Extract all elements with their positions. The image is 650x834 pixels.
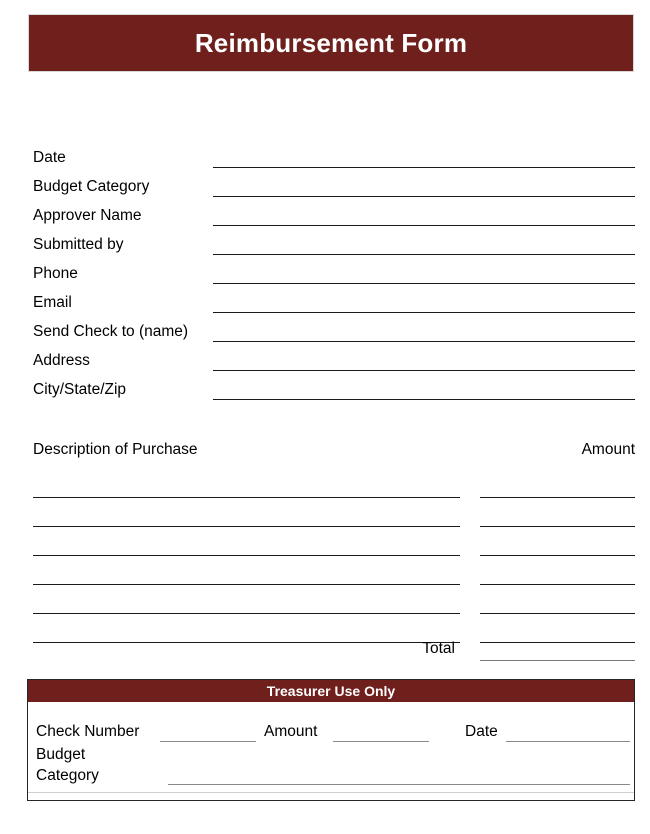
table-row [0, 542, 650, 571]
field-row-address [0, 351, 650, 380]
purchase-description-input-2[interactable] [33, 526, 460, 527]
column-header-amount: Amount [581, 441, 635, 458]
treasurer-budget-category-input[interactable] [168, 784, 630, 785]
purchase-description-input-5[interactable] [33, 613, 460, 614]
form-title-banner [28, 14, 634, 72]
purchase-description-input-4[interactable] [33, 584, 460, 585]
field-row-date [0, 148, 650, 177]
treasurer-budget-category-label-line2: Category [36, 766, 99, 784]
treasurer-date-label: Date [465, 723, 498, 740]
purchase-table-header [0, 440, 650, 464]
field-input-date[interactable] [213, 167, 635, 168]
field-input-email[interactable] [213, 312, 635, 313]
field-row-submitted-by [0, 235, 650, 264]
treasurer-check-row [28, 722, 634, 746]
field-row-phone [0, 264, 650, 293]
info-fields-section [0, 148, 650, 409]
treasurer-section-banner [28, 680, 634, 702]
treasurer-fields [28, 702, 634, 798]
field-row-email [0, 293, 650, 322]
total-row [0, 639, 650, 665]
field-input-phone[interactable] [213, 283, 635, 284]
field-input-city-state-zip[interactable] [213, 399, 635, 400]
purchase-amount-input-5[interactable] [480, 613, 635, 614]
treasurer-section-title: Treasurer Use Only [266, 683, 396, 699]
purchase-amount-input-2[interactable] [480, 526, 635, 527]
field-label-email: Email [33, 294, 72, 311]
total-label: Total [422, 640, 455, 657]
field-label-submitted-by: Submitted by [33, 236, 124, 253]
field-row-budget-category [0, 177, 650, 206]
field-label-phone: Phone [33, 265, 78, 282]
page-title: Reimbursement Form [194, 28, 468, 58]
total-amount-input[interactable] [480, 660, 635, 661]
field-label-date: Date [33, 149, 66, 166]
treasurer-amount-input[interactable] [333, 741, 429, 742]
treasurer-check-number-label: Check Number [36, 723, 140, 740]
purchase-amount-input-3[interactable] [480, 555, 635, 556]
treasurer-budget-category-label-line1: Budget [36, 746, 86, 763]
field-label-approver-name: Approver Name [33, 207, 142, 224]
table-row [0, 484, 650, 513]
table-row [0, 571, 650, 600]
treasurer-bottom-divider [28, 792, 634, 793]
field-label-city-state-zip: City/State/Zip [33, 381, 127, 398]
field-row-approver-name [0, 206, 650, 235]
field-row-city-state-zip [0, 380, 650, 409]
treasurer-use-only-section [27, 679, 635, 801]
field-label-send-check-to: Send Check to (name) [33, 323, 189, 340]
field-input-approver-name[interactable] [213, 225, 635, 226]
field-input-address[interactable] [213, 370, 635, 371]
field-input-send-check-to[interactable] [213, 341, 635, 342]
purchase-description-input-1[interactable] [33, 497, 460, 498]
purchase-description-input-3[interactable] [33, 555, 460, 556]
treasurer-budget-category-label [36, 745, 99, 786]
table-row [0, 513, 650, 542]
purchase-amount-input-1[interactable] [480, 497, 635, 498]
purchase-table-rows [0, 484, 650, 658]
field-label-budget-category: Budget Category [33, 178, 150, 195]
treasurer-check-number-input[interactable] [160, 741, 256, 742]
field-label-address: Address [33, 352, 90, 369]
field-input-submitted-by[interactable] [213, 254, 635, 255]
table-row [0, 600, 650, 629]
column-header-description: Description of Purchase [33, 441, 198, 458]
field-input-budget-category[interactable] [213, 196, 635, 197]
field-row-send-check-to [0, 322, 650, 351]
treasurer-amount-label: Amount [264, 723, 318, 740]
treasurer-date-input[interactable] [506, 741, 630, 742]
purchase-amount-input-4[interactable] [480, 584, 635, 585]
